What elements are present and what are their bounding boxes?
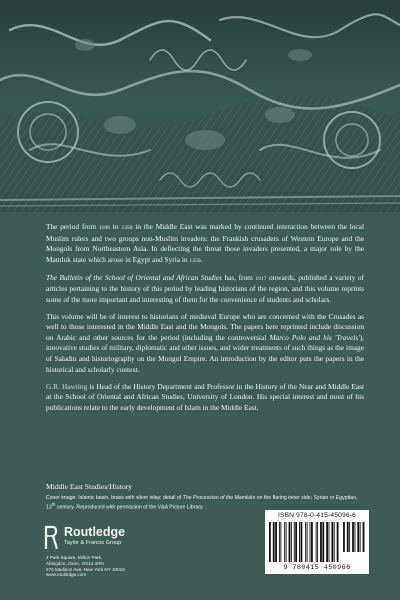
- barcode-bar: [316, 522, 317, 562]
- barcode-bar: [317, 522, 318, 562]
- barcode-bar: [334, 522, 335, 562]
- author-name: G.R. Hawting: [46, 381, 88, 391]
- barcode-bar: [329, 522, 330, 562]
- barcode-bar: [291, 522, 292, 562]
- address-line: 270 Madison Ave, New York NY 10016: [46, 566, 125, 572]
- barcode-bar: [343, 522, 345, 552]
- barcode-bar: [279, 522, 280, 562]
- publisher-name: Routledge: [64, 525, 126, 539]
- barcode-bar: [326, 522, 328, 562]
- barcode-bar: [320, 522, 322, 562]
- barcode-bar: [349, 522, 350, 552]
- barcode-bar: [273, 522, 275, 562]
- publisher-address: [46, 555, 125, 578]
- barcode-bar: [352, 522, 354, 552]
- barcode-bar: [331, 522, 333, 562]
- barcode-bar: [294, 522, 295, 562]
- back-cover-blurb: [46, 222, 364, 420]
- isbn-barcode: [265, 510, 369, 574]
- barcode-bar: [299, 522, 300, 562]
- address-line: 2 Park Square, Milton Park,: [46, 555, 103, 560]
- publisher-group: Taylor & Francis Group: [64, 540, 122, 546]
- barcode-bar: [307, 522, 308, 562]
- barcode-bar: [269, 522, 271, 562]
- blurb-paragraph: The Bulletin of the School of Oriental and African Studies has, from 1917 onwards, published a variety of articles pertaining to the history of this period by leading historians of the region, and this volume reprints some of the more important and interesting of them for the convenience of students and scholars.: [46, 272, 364, 304]
- barcode-bar: [322, 522, 324, 562]
- isbn-label: ISBN 978-0-415-45096-6: [277, 512, 357, 519]
- author-bio: G.R. Hawting is Head of the History Department and Professor in the History of the Near and Middle East at the School of Oriental and African Studies, University of London. His special interest and most of his publications relate to the early development of Islam in the Middle East.: [46, 381, 364, 412]
- barcode-bar: [275, 522, 277, 562]
- barcode-digits: 9 780415 450966: [283, 564, 351, 572]
- barcode-bar: [357, 522, 359, 552]
- address-line: Abingdon, Oxon, OX14 4RN: [46, 560, 104, 566]
- blurb-paragraph: The period from 1100 to 1350 in the Middle East was marked by continued interaction between the local Muslim rulers and two groups non-Muslim invaders: the Frankish crusaders of Western Europe and the Mongols from Northeastern Asia. In deflecting the threat those invaders presented, a major role by the Mamluk state which arose in Egypt and Syria in 1250.: [46, 222, 364, 264]
- barcode-bar: [354, 522, 355, 552]
- barcode-bar: [284, 522, 285, 562]
- address-line: www.routledge.com: [46, 572, 87, 578]
- barcode-bar: [363, 522, 365, 552]
- barcode-bars: [269, 522, 365, 564]
- cover-image-credit: Cover image: Islamic basin, brass with silver inlay; detail of The Procession of the Mamluks on the flaring inner side; Syrian or Egyptian, 13th century. Reproduced with permission of the V&A Picture Library.: [46, 495, 358, 511]
- barcode-bar: [280, 522, 281, 562]
- subject-category: Middle East Studies/History: [46, 482, 133, 491]
- barcode-bar: [347, 522, 349, 552]
- barcode-bar: [360, 522, 361, 552]
- barcode-bar: [295, 522, 297, 562]
- barcode-bar: [305, 522, 306, 562]
- cover-art-panel: [0, 0, 400, 212]
- barcode-bar: [310, 522, 311, 562]
- barcode-bar: [311, 522, 313, 562]
- barcode-bar: [301, 522, 303, 562]
- routledge-logo-icon: [44, 525, 59, 551]
- blurb-paragraph: This volume will be of interest to historians of medieval Europe who are concerned with the Crusades as well to those interested in the Middle East and the Mongols. The papers here reprinted include discussion on Arabic and other sources for the period (including the controversial Marco Polo and his 'Travels'), innovative studies of military, diplomatic and other issues, and wider treatments of such things as the image of Saladin and historiography on the Mongol Empire. An introduction by the editor puts the papers in the historical and scholarly context.: [46, 311, 364, 374]
- barcode-bar: [286, 522, 287, 562]
- barcode-bar: [289, 522, 291, 562]
- metalwork-pattern-icon: [0, 0, 400, 212]
- barcode-bar: [337, 522, 339, 562]
